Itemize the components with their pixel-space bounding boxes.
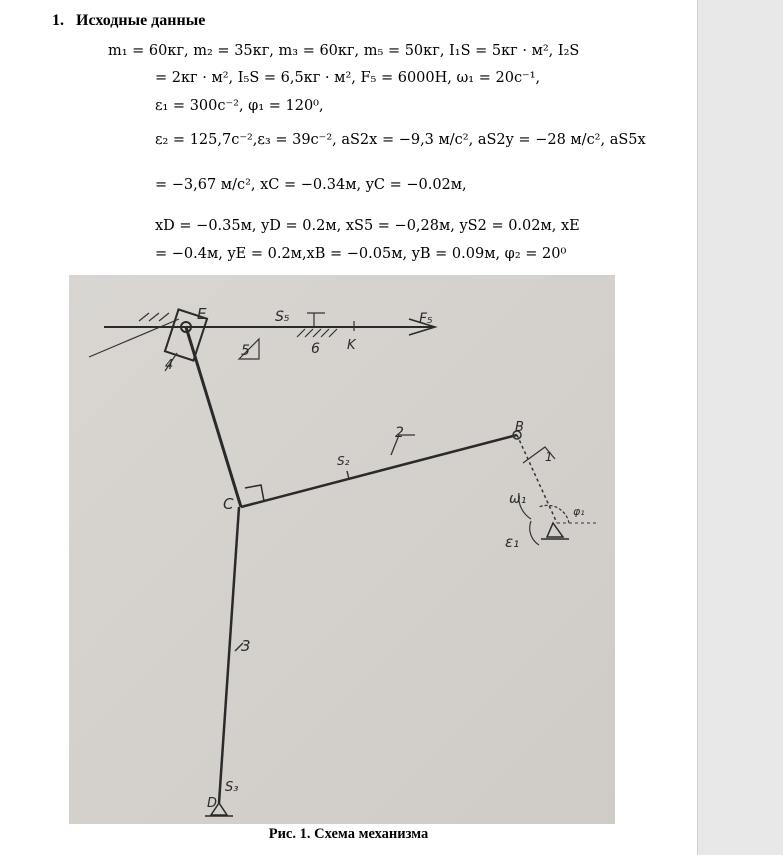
equation-line-5: = −3,67 м/с², xC = −0.34м, yC = −0.02м, xyxy=(155,177,467,193)
label-k: K xyxy=(347,338,356,353)
label-e: E xyxy=(197,305,207,323)
figure-caption: Рис. 1. Схема механизма xyxy=(268,826,429,842)
label-c: C xyxy=(223,495,234,513)
label-6: 6 xyxy=(311,341,320,357)
label-1: 1 xyxy=(545,450,553,464)
mechanism-drawing xyxy=(69,275,615,824)
equation-line-3: ε₁ = 300с⁻², φ₁ = 120⁰, xyxy=(155,98,324,114)
right-sidebar-panel xyxy=(697,0,783,855)
label-b: B xyxy=(515,420,524,435)
equation-line-1: m₁ = 60кг, m₂ = 35кг, m₃ = 60кг, m₅ = 50кг, I₁S = 5кг · м², I₂S xyxy=(108,43,580,59)
paper-background xyxy=(69,275,615,824)
label-2: 2 xyxy=(395,425,404,441)
label-phi1: φ₁ xyxy=(573,505,585,518)
equation-line-7: = −0.4м, yE = 0.2м,xB = −0.05м, yB = 0.09м, φ₂ = 20⁰ xyxy=(155,246,567,262)
section-number: 1. xyxy=(52,12,64,29)
equation-line-4: ε₂ = 125,7c⁻²,ε₃ = 39c⁻², aS2x = −9,3 м/с², aS2y = −28 м/с², aS5x xyxy=(155,132,646,148)
label-d: D xyxy=(207,796,218,811)
label-eps1: ε₁ xyxy=(505,533,520,551)
section-title: Исходные данные xyxy=(76,12,206,29)
label-5: 5 xyxy=(241,343,250,359)
label-s5: S₅ xyxy=(275,309,290,325)
label-3: 3 xyxy=(241,637,251,655)
label-4: 4 xyxy=(165,358,174,373)
mechanism-scheme-figure xyxy=(69,275,615,824)
equation-line-6: xD = −0.35м, yD = 0.2м, xS5 = −0,28м, yS2 = 0.02м, xE xyxy=(155,218,580,234)
label-f5: F₅ xyxy=(419,311,433,327)
label-s2: S₂ xyxy=(337,454,350,468)
label-omega1: ω₁ xyxy=(509,491,527,507)
section-heading xyxy=(52,12,205,30)
label-s3: S₃ xyxy=(225,780,239,795)
equation-line-2: = 2кг · м², I₅S = 6,5кг · м², F₅ = 6000Н, ω₁ = 20с⁻¹, xyxy=(155,70,541,86)
